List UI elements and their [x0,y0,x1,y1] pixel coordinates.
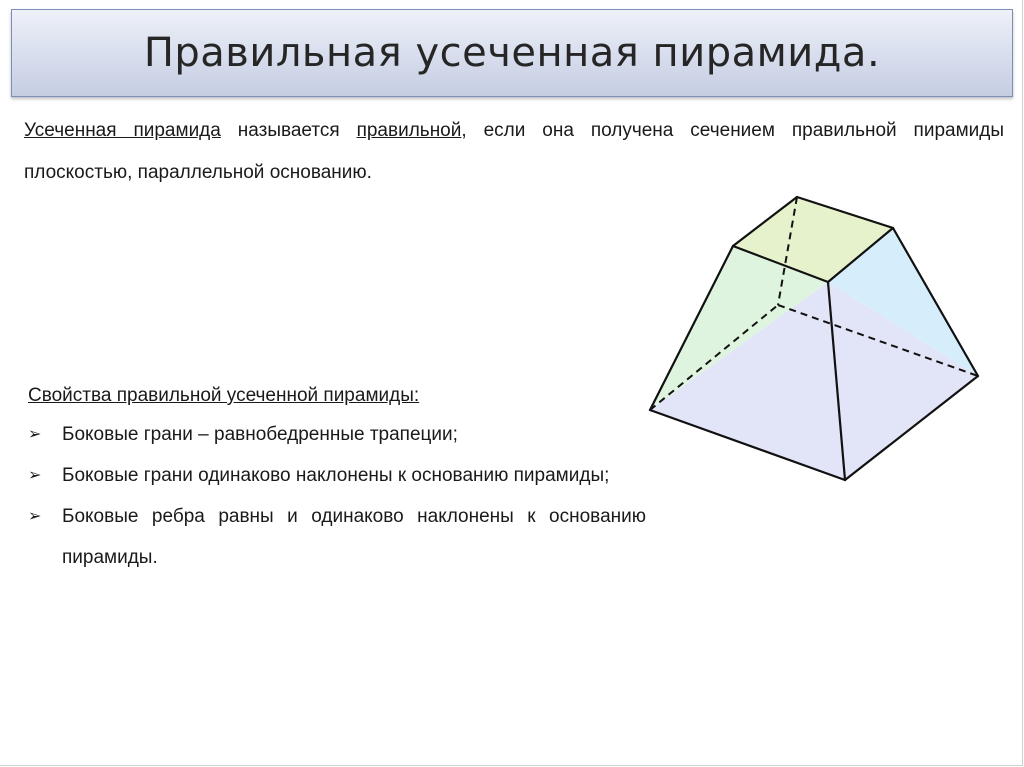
arrow-bullet-icon: ➢ [28,426,42,443]
properties-block [28,380,646,578]
property-item [28,414,646,455]
definition-term-regular: правильной [356,120,462,141]
title-bar [11,9,1013,97]
arrow-bullet-icon: ➢ [28,508,42,525]
properties-heading: Свойства правильной усеченной пирамиды: [28,385,420,406]
properties-list [28,414,646,578]
definition-text-part-2: , если она получена сечением правильной пирамиды плоскостью, параллельной основанию. [24,120,1005,183]
arrow-bullet-icon: ➢ [28,467,42,484]
property-text: Боковые грани одинаково наклонены к основанию пирамиды; [62,465,610,486]
definition-term: Усеченная пирамида [24,120,221,141]
property-text: Боковые грани – равнобедренные трапеции; [62,424,458,445]
definition-paragraph [24,110,1004,194]
property-text: Боковые ребра равны и одинаково наклонены к основанию пирамиды. [62,506,646,568]
truncated-pyramid-figure [640,190,985,485]
property-item [28,455,646,496]
slide-title: Правильная усеченная пирамида. [143,30,881,76]
property-item [28,496,646,578]
definition-text-part-1: называется [220,120,357,141]
